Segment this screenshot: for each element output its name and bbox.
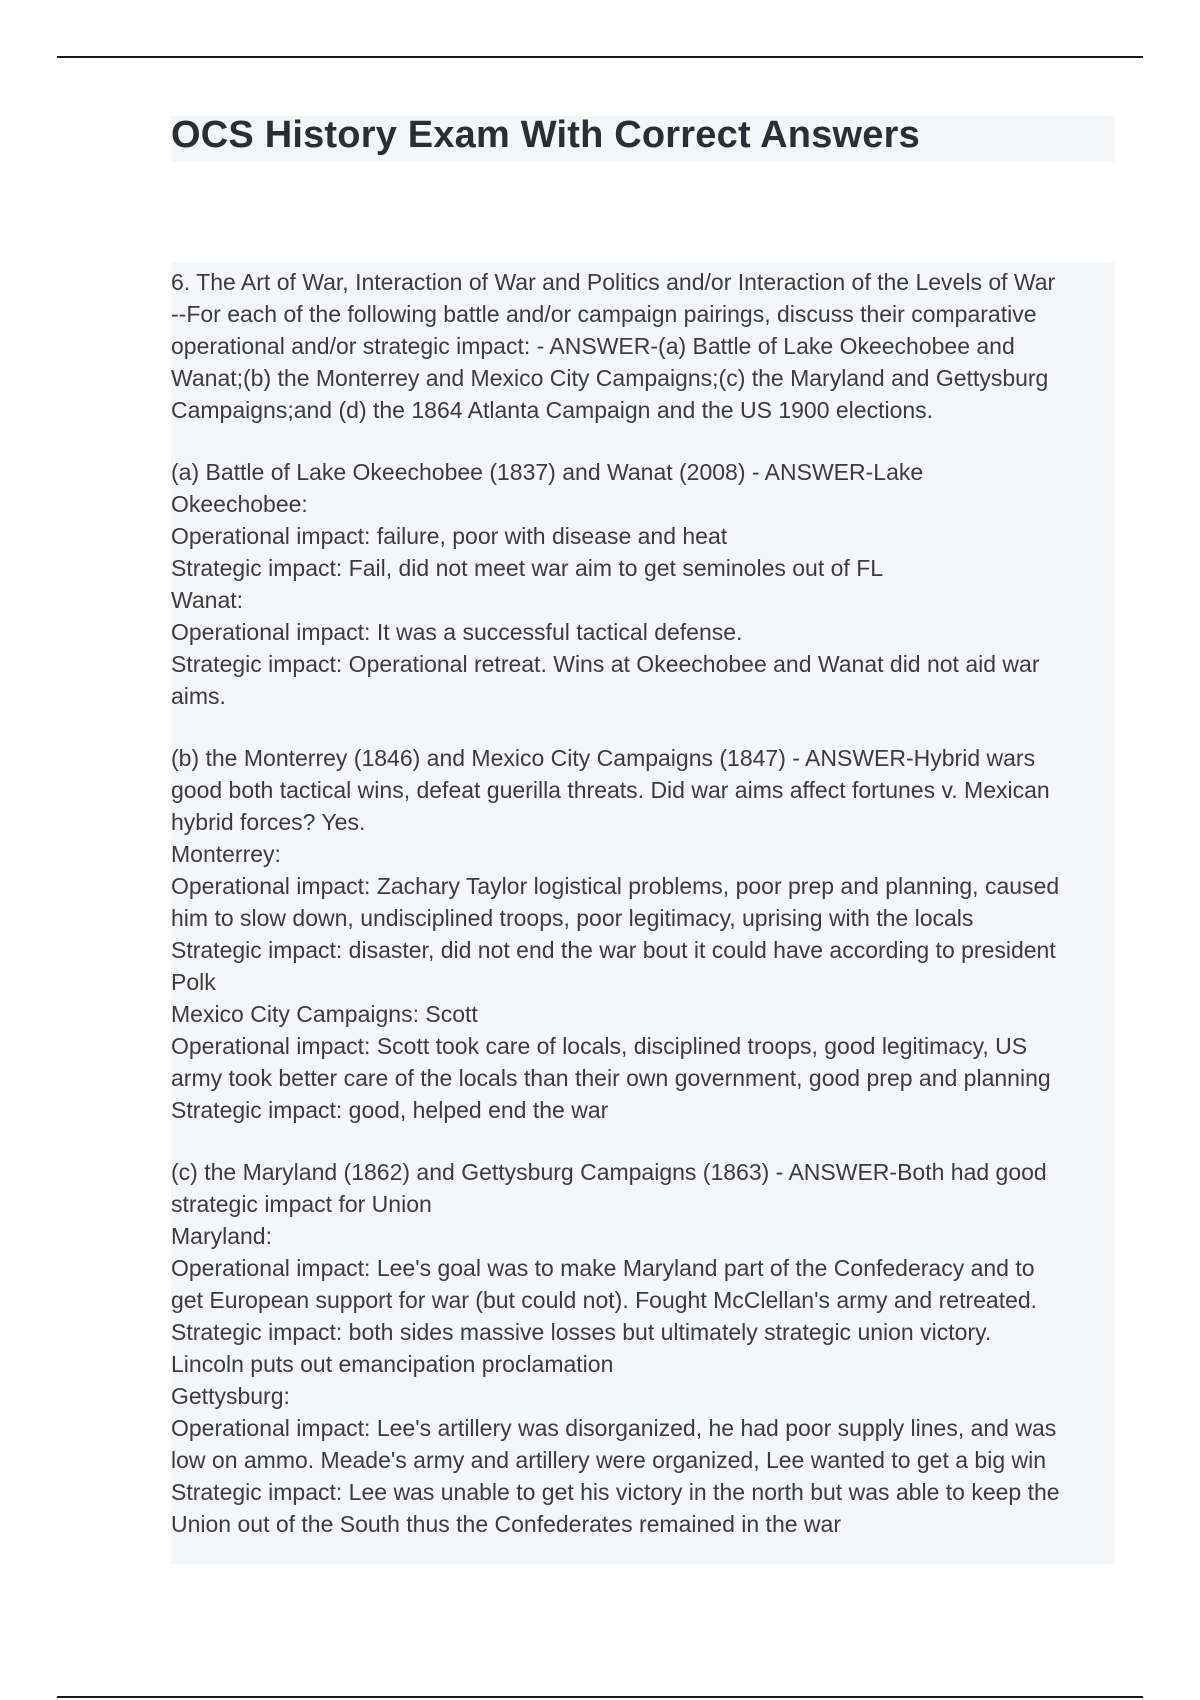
text-line: get European support for war (but could not). Fought McClellan's army and retreated. (171, 1287, 1038, 1313)
text-line: Operational impact: It was a successful tactical defense. (171, 619, 743, 645)
text-line: aims. (171, 683, 226, 709)
text-line: Operational impact: Zachary Taylor logistical problems, poor prep and planning, caused (171, 873, 1060, 899)
text-line: Wanat;(b) the Monterrey and Mexico City Campaigns;(c) the Maryland and Gettysburg (171, 365, 1049, 391)
text-line: army took better care of the locals than their own government, good prep and planning (171, 1065, 1051, 1091)
text-line: Operational impact: Lee's goal was to make Maryland part of the Confederacy and to (171, 1255, 1035, 1281)
text-line: Strategic impact: disaster, did not end the war bout it could have according to president (171, 937, 1056, 963)
text-line: Strategic impact: both sides massive losses but ultimately strategic union victory. (171, 1319, 992, 1345)
answer-text (171, 266, 1115, 1570)
text-line: Strategic impact: Lee was unable to get his victory in the north but was able to keep the (171, 1479, 1060, 1505)
text-line: strategic impact for Union (171, 1191, 432, 1217)
text-line: Campaigns;and (d) the 1864 Atlanta Campaign and the US 1900 elections. (171, 397, 934, 423)
text-line: Operational impact: failure, poor with disease and heat (171, 523, 728, 549)
text-line: (b) the Monterrey (1846) and Mexico City Campaigns (1847) - ANSWER-Hybrid wars (171, 745, 1036, 771)
text-line: --For each of the following battle and/or campaign pairings, discuss their comparative (171, 301, 1037, 327)
text-line: operational and/or strategic impact: - ANSWER-(a) Battle of Lake Okeechobee and (171, 333, 1015, 359)
text-line: Okeechobee: (171, 491, 308, 517)
text-line: good both tactical wins, defeat guerilla threats. Did war aims affect fortunes v. Mexican (171, 777, 1050, 803)
text-line: hybrid forces? Yes. (171, 809, 366, 835)
text-line: Gettysburg: (171, 1383, 290, 1409)
text-line: low on ammo. Meade's army and artillery were organized, Lee wanted to get a big win (171, 1447, 1047, 1473)
document-title: OCS History Exam With Correct Answers (171, 114, 920, 156)
top-rule (57, 56, 1143, 58)
answer-block (171, 742, 1115, 1126)
text-line: Union out of the South thus the Confederates remained in the war (171, 1511, 841, 1537)
text-line: Maryland: (171, 1223, 272, 1249)
text-line: (c) the Maryland (1862) and Gettysburg Campaigns (1863) - ANSWER-Both had good (171, 1159, 1047, 1185)
bottom-rule (57, 1696, 1143, 1698)
text-line: Mexico City Campaigns: Scott (171, 1001, 478, 1027)
text-line: Polk (171, 969, 216, 995)
text-line: Operational impact: Lee's artillery was disorganized, he had poor supply lines, and was (171, 1415, 1057, 1441)
text-line: Strategic impact: Operational retreat. Wins at Okeechobee and Wanat did not aid war (171, 651, 1040, 677)
text-line: Monterrey: (171, 841, 281, 867)
text-line: (a) Battle of Lake Okeechobee (1837) and Wanat (2008) - ANSWER-Lake (171, 459, 924, 485)
answer-block (171, 1156, 1115, 1540)
text-line: Operational impact: Scott took care of locals, disciplined troops, good legitimacy, US (171, 1033, 1028, 1059)
text-line: him to slow down, undisciplined troops, poor legitimacy, uprising with the locals (171, 905, 974, 931)
answer-block (171, 456, 1115, 712)
text-line: 6. The Art of War, Interaction of War and Politics and/or Interaction of the Levels of War (171, 269, 1056, 295)
answer-block (171, 266, 1115, 426)
text-line: Lincoln puts out emancipation proclamation (171, 1351, 614, 1377)
text-line: Strategic impact: Fail, did not meet war aim to get seminoles out of FL (171, 555, 884, 581)
text-line: Wanat: (171, 587, 244, 613)
text-line: Strategic impact: good, helped end the war (171, 1097, 609, 1123)
